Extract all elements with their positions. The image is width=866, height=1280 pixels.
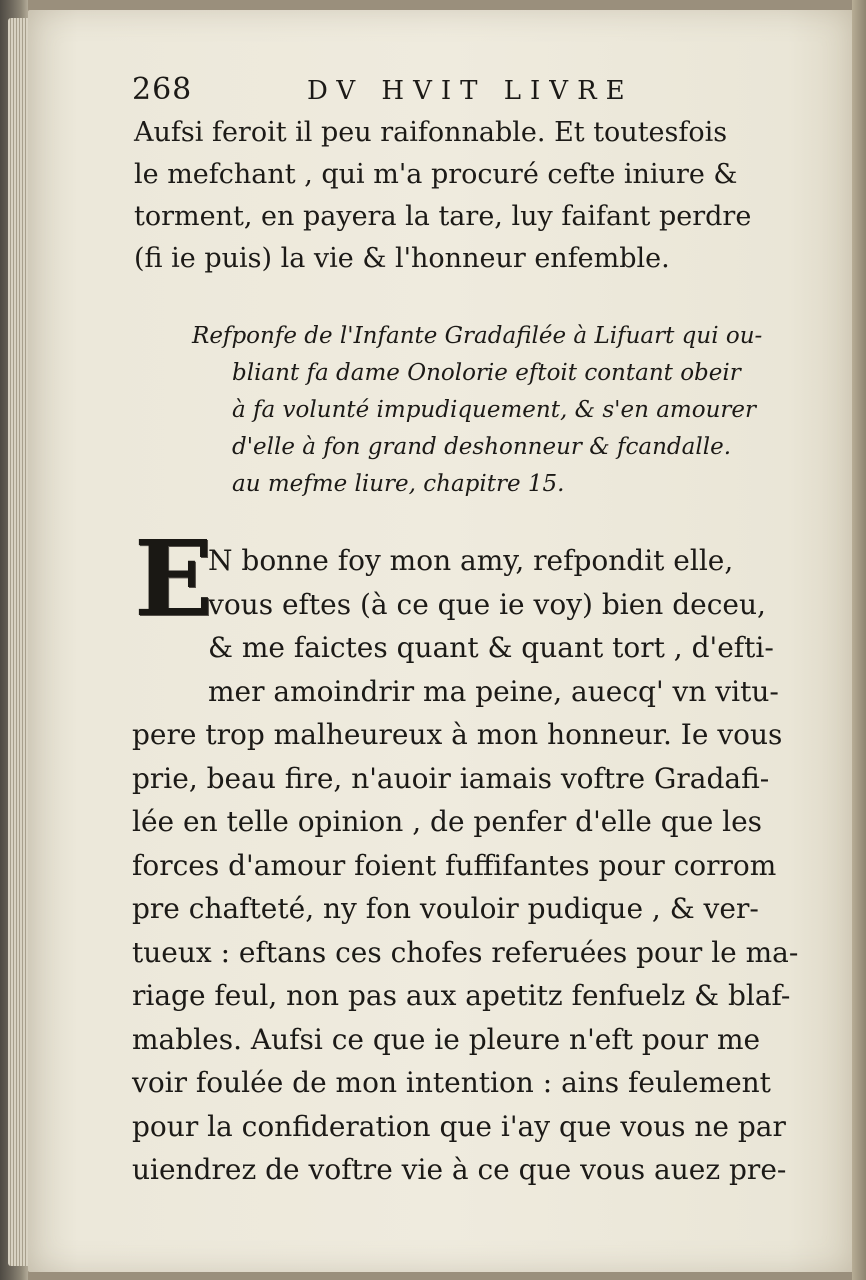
text-line: tueux : eftans ces chofes referuées pour le ma- (132, 935, 799, 969)
text-line: voir foulée de mon intention : ains feulement (132, 1066, 771, 1099)
chapter-rubric (192, 318, 792, 503)
drop-cap: E (134, 517, 214, 640)
rubric-line: à fa volunté impudiquement, & s'en amourer (232, 397, 757, 423)
rubric-line: bliant fa dame Onolorie eftoit contant obeir (232, 360, 741, 386)
right-page-edge (852, 0, 866, 1280)
text-line: & me faictes quant & quant tort , d'efti- (208, 631, 774, 664)
text-line: prie, beau fire, n'auoir iamais voftre Gradafi- (132, 761, 770, 795)
text-line: vous eftes (à ce que ie voy) bien deceu, (208, 587, 766, 621)
text-line: forces d'amour foient fuffifantes pour corrom (132, 848, 777, 882)
running-head (132, 72, 792, 112)
page-content (132, 72, 799, 1192)
text-line: torment, en payera la tare, luy faifant perdre (134, 201, 752, 232)
intro-paragraph (134, 112, 792, 280)
text-line: mer amoindrir ma peine, auecq' vn vitu- (208, 674, 779, 708)
rubric-line: Refponfe de l'Infante Gradafilée à Lifuart qui ou- (192, 323, 763, 349)
rubric-line: d'elle à fon grand deshonneur & fcandalle. (232, 434, 732, 460)
text-line: le mefchant , qui m'a procuré cefte iniure & (134, 159, 738, 190)
running-title: DV HVIT LIVRE (307, 76, 634, 106)
text-line: pour la confideration que i'ay que vous ne par (132, 1109, 786, 1143)
text-line: pere trop malheureux à mon honneur. Ie vous (132, 718, 783, 751)
text-line: (fi ie puis) la vie & l'honneur enfemble. (134, 243, 670, 274)
rubric-line: au mefme liure, chapitre 15. (232, 471, 565, 497)
text-line: Aufsi feroit il peu raifonnable. Et toutesfois (134, 117, 728, 148)
page-number: 268 (132, 72, 193, 107)
text-line: pre chafteté, ny fon vouloir pudique , & ver- (132, 892, 759, 925)
text-line: lée en telle opinion , de penfer d'elle que les (132, 805, 763, 838)
text-line: riage feul, non pas aux apetitz fenfuelz & blaf- (132, 979, 791, 1012)
text-line: mables. Aufsi ce que ie pleure n'eft pour me (132, 1022, 761, 1056)
text-line: uiendrez de voftre vie à ce que vous auez pre- (132, 1153, 787, 1186)
text-line: N bonne foy mon amy, refpondit elle, (208, 544, 734, 577)
chapter-body (132, 517, 799, 1192)
